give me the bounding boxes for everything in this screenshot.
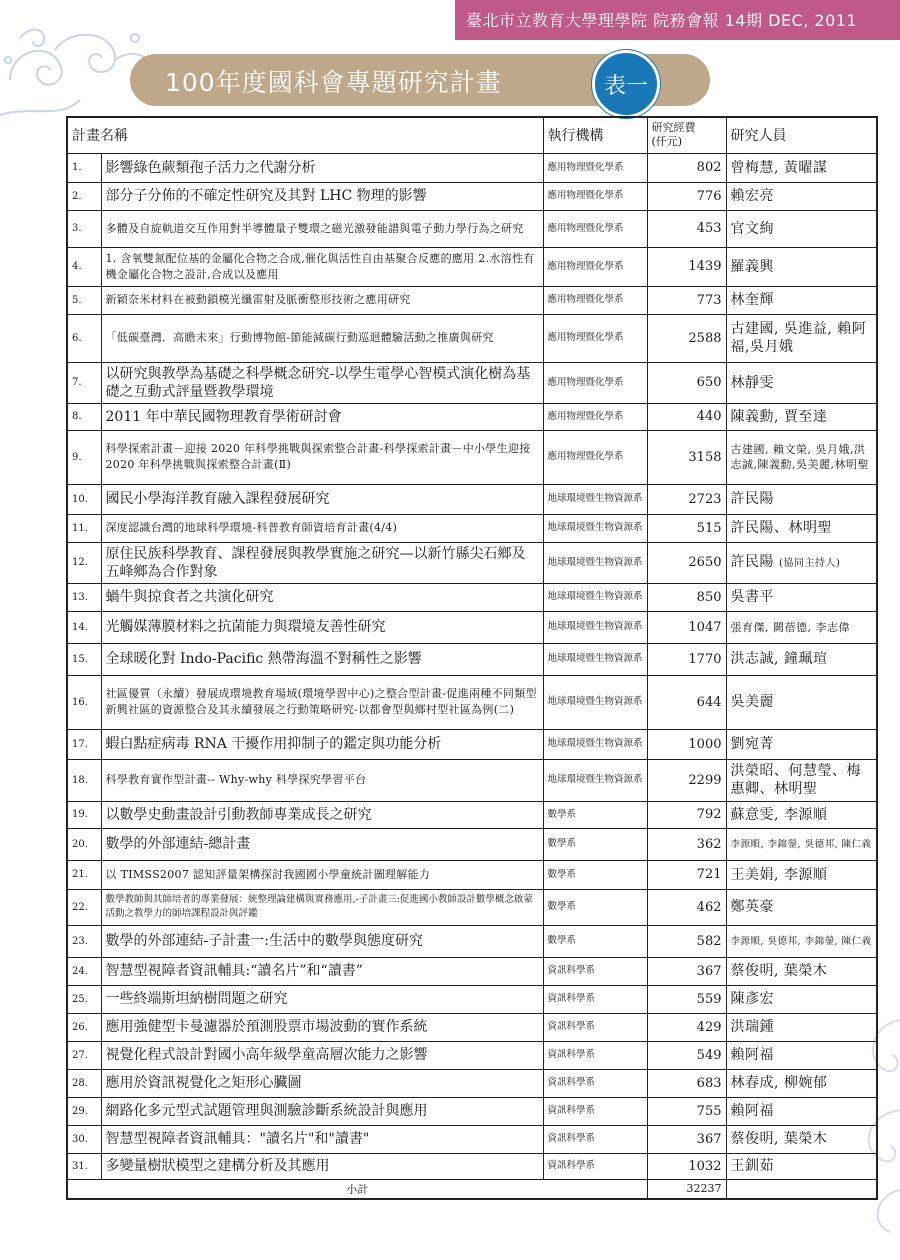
researchers-note: (協同主持人)	[778, 557, 841, 569]
table-row	[67, 643, 877, 675]
researchers-names: 劉宛菁	[730, 736, 774, 752]
row-number: 7.	[67, 362, 101, 403]
total-amount: 32237	[647, 1179, 726, 1199]
researchers	[726, 1041, 877, 1069]
total-empty-cell	[726, 1179, 877, 1199]
project-name: 一些終端斯坦納樹問題之研究	[101, 985, 543, 1013]
table-row	[67, 430, 877, 484]
institution: 應用物理暨化學系	[543, 403, 647, 430]
project-name: 智慧型視障者資訊輔具:“讀名片”和“讀書”	[101, 957, 543, 985]
researchers-names: 林春成, 柳婉郁	[730, 1075, 828, 1091]
budget-amount: 429	[647, 1013, 726, 1041]
table-row	[67, 985, 877, 1013]
total-row	[67, 1179, 877, 1199]
header-text: 臺北市立教育大學理學院 院務會報 14期 DEC, 2011	[466, 11, 858, 30]
institution: 應用物理暨化學系	[543, 362, 647, 403]
institution: 地球環境暨生物資源系	[543, 611, 647, 643]
institution: 地球環境暨生物資源系	[543, 583, 647, 611]
table-row	[67, 514, 877, 542]
project-name: 多體及自旋軌道交互作用對半導體量子雙環之磁光激發能譜與電子動力學行為之研究	[101, 210, 543, 247]
budget-amount: 2299	[647, 759, 726, 801]
researchers	[726, 210, 877, 247]
budget-amount: 367	[647, 1125, 726, 1153]
researchers-names: 王美娟, 李源順	[730, 866, 828, 883]
researchers	[726, 611, 877, 643]
project-name: 科學教育實作型計畫-- Why-why 科學探究學習平台	[101, 759, 543, 801]
row-number: 11.	[67, 514, 101, 542]
researchers	[726, 925, 877, 957]
institution: 應用物理暨化學系	[543, 314, 647, 362]
budget-amount: 440	[647, 403, 726, 430]
researchers	[726, 314, 877, 362]
project-name: 蝸牛與掠食者之共演化研究	[101, 583, 543, 611]
researchers	[726, 759, 877, 801]
project-name: 科學探索計畫－迎接 2020 年科學挑戰與探索整合計畫-科學探索計畫－中小學生迎接 2020 年科學挑戰與探索整合計畫(Ⅱ)	[101, 430, 543, 484]
institution: 地球環境暨生物資源系	[543, 514, 647, 542]
row-number: 17.	[67, 729, 101, 759]
budget-amount: 773	[647, 286, 726, 314]
table-row	[67, 1153, 877, 1179]
researchers	[726, 801, 877, 828]
table-row	[67, 611, 877, 643]
researchers-names: 洪榮昭、何慧瑩、梅惠卿、林明聖	[730, 763, 861, 797]
budget-amount: 582	[647, 925, 726, 957]
researchers	[726, 889, 877, 925]
project-name: 應用於資訊視覺化之矩形心臟圖	[101, 1069, 543, 1097]
researchers-names: 許民陽	[730, 491, 774, 507]
project-name: 影響綠色蕨類孢子活力之代謝分析	[101, 153, 543, 182]
budget-amount: 802	[647, 153, 726, 182]
table-row	[67, 925, 877, 957]
research-projects-table	[66, 116, 878, 1200]
researchers-names: 蘇意雯, 李源順	[730, 806, 828, 823]
row-number: 2.	[67, 182, 101, 210]
table-row	[67, 403, 877, 430]
institution: 資訊科學系	[543, 1153, 647, 1179]
researchers-names: 林靜雯	[730, 374, 774, 391]
institution: 資訊科學系	[543, 1097, 647, 1125]
institution: 地球環境暨生物資源系	[543, 484, 647, 514]
project-name: 智慧型視障者資訊輔具："讀名片"和"讀書"	[101, 1125, 543, 1153]
researchers-names: 張育傑, 闕蓓德, 李志偉	[730, 620, 850, 634]
row-number: 19.	[67, 801, 101, 828]
table-row	[67, 314, 877, 362]
institution: 地球環境暨生物資源系	[543, 759, 647, 801]
table-badge: 表一	[592, 50, 660, 118]
budget-amount: 2650	[647, 542, 726, 583]
researchers-names: 王釧茹	[730, 1158, 774, 1174]
header-researchers: 研究人員	[726, 117, 877, 153]
researchers-names: 曾梅慧, 黃曜謀	[730, 159, 828, 176]
budget-amount: 650	[647, 362, 726, 403]
header-budget-line2: (仟元)	[651, 135, 683, 149]
institution: 地球環境暨生物資源系	[543, 643, 647, 675]
row-number: 26.	[67, 1013, 101, 1041]
header-budget	[647, 117, 726, 153]
budget-amount: 462	[647, 889, 726, 925]
researchers-names: 賴宏亮	[730, 188, 774, 204]
institution: 資訊科學系	[543, 1013, 647, 1041]
row-number: 21.	[67, 860, 101, 889]
project-name: 以研究與教學為基礎之科學概念研究-以學生電學心智模式演化樹為基礎之互動式評量暨教學環境	[101, 362, 543, 403]
project-name: 應用強健型卡曼濾器於預測股票市場波動的實作系統	[101, 1013, 543, 1041]
researchers	[726, 957, 877, 985]
institution: 應用物理暨化學系	[543, 247, 647, 286]
institution: 應用物理暨化學系	[543, 182, 647, 210]
table-row	[67, 182, 877, 210]
budget-amount: 2723	[647, 484, 726, 514]
institution: 應用物理暨化學系	[543, 430, 647, 484]
budget-amount: 453	[647, 210, 726, 247]
researchers	[726, 1013, 877, 1041]
researchers-names: 古建國, 吳進益, 賴阿福,吳月娥	[730, 321, 867, 355]
row-number: 29.	[67, 1097, 101, 1125]
table-row	[67, 828, 877, 860]
researchers-names: 賴阿福	[730, 1103, 774, 1119]
row-number: 10.	[67, 484, 101, 514]
researchers	[726, 542, 877, 583]
researchers	[726, 514, 877, 542]
budget-amount: 1770	[647, 643, 726, 675]
institution: 數學系	[543, 801, 647, 828]
page-title: 100年度國科會專題研究計畫	[165, 68, 502, 97]
researchers-names: 林奎輝	[730, 292, 774, 308]
project-name: 網路化多元型式試題管理與測驗診斷系統設計與應用	[101, 1097, 543, 1125]
budget-amount: 721	[647, 860, 726, 889]
table-row	[67, 286, 877, 314]
budget-amount: 559	[647, 985, 726, 1013]
table-row	[67, 484, 877, 514]
researchers-names: 陳彥宏	[730, 991, 774, 1007]
institution: 應用物理暨化學系	[543, 210, 647, 247]
researchers-names: 陳義勳, 賈至達	[730, 408, 828, 425]
researchers-names: 鄭英豪	[730, 899, 774, 915]
row-number: 30.	[67, 1125, 101, 1153]
project-name: 深度認識台灣的地球科學環境-科普教育師資培育計畫(4/4)	[101, 514, 543, 542]
budget-amount: 776	[647, 182, 726, 210]
header-project-name: 計畫名稱	[67, 117, 543, 153]
table-row	[67, 889, 877, 925]
budget-amount: 515	[647, 514, 726, 542]
researchers-names: 許民陽、林明聖	[730, 520, 832, 536]
project-name: 「低碳臺灣．高瞻未來」行動博物館-節能減碳行動巡迴體驗活動之推廣與研究	[101, 314, 543, 362]
project-name: 部分子分佈的不確定性研究及其對 LHC 物理的影響	[101, 182, 543, 210]
table-row	[67, 1013, 877, 1041]
institution: 資訊科學系	[543, 1125, 647, 1153]
researchers	[726, 247, 877, 286]
header-budget-line1: 研究經費	[651, 121, 696, 135]
researchers	[726, 985, 877, 1013]
researchers	[726, 1153, 877, 1179]
row-number: 28.	[67, 1069, 101, 1097]
project-name: 數學的外部連結-總計畫	[101, 828, 543, 860]
table-row	[67, 675, 877, 729]
budget-amount: 3158	[647, 430, 726, 484]
institution: 資訊科學系	[543, 1041, 647, 1069]
researchers	[726, 403, 877, 430]
institution: 資訊科學系	[543, 985, 647, 1013]
budget-amount: 850	[647, 583, 726, 611]
row-number: 18.	[67, 759, 101, 801]
project-name: 新穎奈米材料在被動鎖模光纖雷射及脈衝整形技術之應用研究	[101, 286, 543, 314]
table-row	[67, 860, 877, 889]
table-header-row	[67, 117, 877, 153]
institution: 數學系	[543, 925, 647, 957]
institution: 數學系	[543, 828, 647, 860]
institution: 地球環境暨生物資源系	[543, 729, 647, 759]
researchers-names: 洪志誠, 鐘珮瑄	[730, 651, 828, 667]
researchers-names: 李源順, 吳德邦, 李錦鎣, 陳仁義	[730, 935, 872, 947]
researchers	[726, 1097, 877, 1125]
researchers	[726, 1069, 877, 1097]
researchers-names: 古建國, 賴文榮, 吳月娥,洪志誠,陳義勳,吳美麗,林明聖	[730, 443, 869, 471]
researchers-names: 李源順, 李錦鎣, 吳德邦, 陳仁義	[730, 838, 872, 850]
project-name: 多變量樹狀模型之建構分析及其應用	[101, 1153, 543, 1179]
researchers	[726, 182, 877, 210]
institution: 數學系	[543, 889, 647, 925]
row-number: 15.	[67, 643, 101, 675]
project-name: 以數學史動畫設計引動教師專業成長之研究	[101, 801, 543, 828]
project-name: 蝦白點症病毒 RNA 干擾作用抑制子的鑑定與功能分析	[101, 729, 543, 759]
table-row	[67, 957, 877, 985]
project-name: 以 TIMSS2007 認知評量架構探討我國國小學童統計圖理解能力	[101, 860, 543, 889]
table-row	[67, 1097, 877, 1125]
researchers-names: 吳書平	[730, 589, 774, 605]
project-name: 全球暖化對 Indo-Pacific 熱帶海溫不對稱性之影響	[101, 643, 543, 675]
total-label: 小計	[67, 1179, 647, 1199]
budget-amount: 2588	[647, 314, 726, 362]
table-row	[67, 1069, 877, 1097]
header-institution: 執行機構	[543, 117, 647, 153]
researchers	[726, 362, 877, 403]
budget-amount: 792	[647, 801, 726, 828]
researchers	[726, 430, 877, 484]
project-name: 數學教師與其師培者的專業發展：統整理論建構與實務應用,-子計畫三:促進國小教師設計數學概念啟蒙活動之教學力的師培課程設計與評鑑	[101, 889, 543, 925]
row-number: 13.	[67, 583, 101, 611]
project-name: 社區優質（永續）發展成環境教育場域(環境學習中心)之整合型計畫-促進兩種不同類型新興社區的資源整合及其永續發展之行動策略研究-以都會型與鄉村型社區為例(二)	[101, 675, 543, 729]
institution: 地球環境暨生物資源系	[543, 542, 647, 583]
institution: 應用物理暨化學系	[543, 286, 647, 314]
project-name: 2011 年中華民國物理教育學術研討會	[101, 403, 543, 430]
table-row	[67, 729, 877, 759]
project-name: 光觸媒薄膜材料之抗菌能力與環境友善性研究	[101, 611, 543, 643]
budget-amount: 549	[647, 1041, 726, 1069]
researchers-names: 官文絢	[730, 220, 774, 237]
researchers-names: 蔡俊明, 葉榮木	[730, 963, 828, 979]
table-row	[67, 801, 877, 828]
researchers	[726, 860, 877, 889]
row-number: 22.	[67, 889, 101, 925]
row-number: 24.	[67, 957, 101, 985]
budget-amount: 1047	[647, 611, 726, 643]
table-row	[67, 362, 877, 403]
researchers	[726, 675, 877, 729]
row-number: 25.	[67, 985, 101, 1013]
budget-amount: 1000	[647, 729, 726, 759]
researchers	[726, 153, 877, 182]
project-name: 數學的外部連結-子計畫一:生活中的數學與態度研究	[101, 925, 543, 957]
researchers	[726, 583, 877, 611]
row-number: 31.	[67, 1153, 101, 1179]
institution: 應用物理暨化學系	[543, 153, 647, 182]
researchers-names: 蔡俊明, 葉榮木	[730, 1131, 828, 1147]
table-row	[67, 542, 877, 583]
row-number: 3.	[67, 210, 101, 247]
row-number: 14.	[67, 611, 101, 643]
researchers-names: 許民陽	[730, 553, 774, 570]
researchers	[726, 484, 877, 514]
researchers-names: 賴阿福	[730, 1047, 774, 1063]
table-row	[67, 583, 877, 611]
table-row	[67, 1041, 877, 1069]
researchers	[726, 643, 877, 675]
budget-amount: 367	[647, 957, 726, 985]
budget-amount: 362	[647, 828, 726, 860]
researchers	[726, 1125, 877, 1153]
row-number: 6.	[67, 314, 101, 362]
institution: 資訊科學系	[543, 1069, 647, 1097]
budget-amount: 683	[647, 1069, 726, 1097]
project-name: 國民小學海洋教育融入課程發展研究	[101, 484, 543, 514]
budget-amount: 1032	[647, 1153, 726, 1179]
institution: 資訊科學系	[543, 957, 647, 985]
row-number: 1.	[67, 153, 101, 182]
table-row	[67, 153, 877, 182]
budget-amount: 1439	[647, 247, 726, 286]
budget-amount: 644	[647, 675, 726, 729]
researchers	[726, 286, 877, 314]
researchers-names: 吳美麗	[730, 694, 774, 710]
researchers-names: 洪瑞鍾	[730, 1019, 774, 1035]
row-number: 9.	[67, 430, 101, 484]
researchers	[726, 729, 877, 759]
row-number: 4.	[67, 247, 101, 286]
project-name: 視覺化程式設計對國小高年級學童高層次能力之影響	[101, 1041, 543, 1069]
project-name: 原住民族科學教育、課程發展與教學實施之研究—以新竹縣尖石鄉及五峰鄉為合作對象	[101, 542, 543, 583]
project-name: 1. 含氧雙氮配位基的金屬化合物之合成,催化與活性自由基聚合反應的應用 2.水溶性有機金屬化合物之設計,合成以及應用	[101, 247, 543, 286]
institution: 地球環境暨生物資源系	[543, 675, 647, 729]
researchers-names: 羅義興	[730, 258, 774, 275]
row-number: 20.	[67, 828, 101, 860]
table-row	[67, 1125, 877, 1153]
row-number: 8.	[67, 403, 101, 430]
row-number: 23.	[67, 925, 101, 957]
row-number: 5.	[67, 286, 101, 314]
budget-amount: 755	[647, 1097, 726, 1125]
row-number: 27.	[67, 1041, 101, 1069]
table-row	[67, 759, 877, 801]
researchers	[726, 828, 877, 860]
row-number: 16.	[67, 675, 101, 729]
row-number: 12.	[67, 542, 101, 583]
institution: 數學系	[543, 860, 647, 889]
table-row	[67, 247, 877, 286]
table-row	[67, 210, 877, 247]
